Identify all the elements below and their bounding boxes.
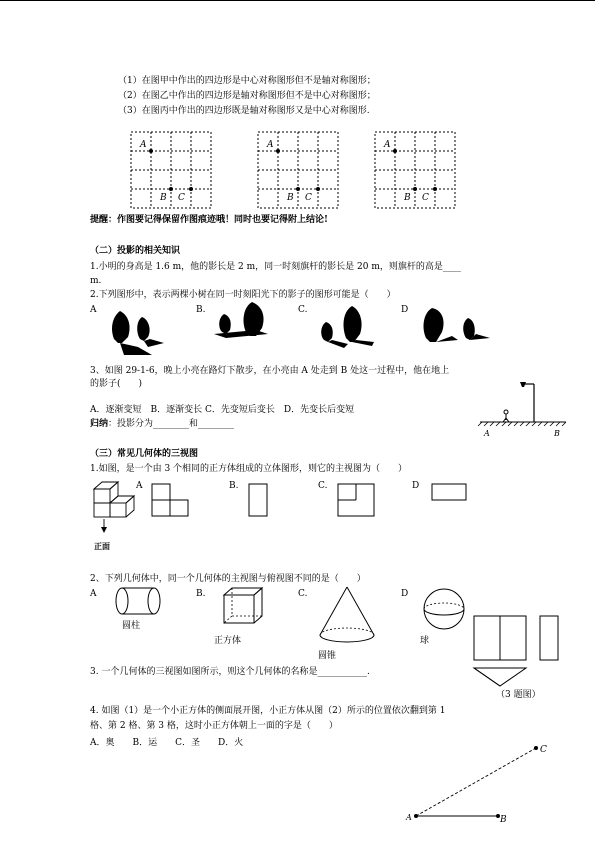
sec2-title: （二）投影的相关知识: [90, 246, 181, 256]
item-2: （2）在图乙中作出的四边形是轴对称图形但不是中心对称图形；: [118, 91, 376, 101]
summary-text: ：投影分为________和________: [108, 419, 235, 429]
view-option-b: [247, 482, 271, 518]
triangle-label-c: C: [540, 745, 547, 755]
grid-label-a: A: [384, 140, 391, 150]
grid-label-c: C: [178, 193, 185, 203]
sec3-q4-line2: 格、第 2 格、第 3 格，这时小正方体朝上一面的字是（ ）: [90, 721, 338, 731]
sec3-q1-opt-c: C.: [318, 481, 328, 491]
cone-figure: [316, 585, 378, 647]
summary-label: 归纳: [90, 419, 109, 429]
trees-option-a: [108, 303, 168, 358]
front-label: 正面: [94, 541, 110, 551]
grid-label-b: B: [287, 193, 294, 203]
grid-bing: [374, 131, 458, 211]
sec3-q3: 3. 一个几何体的三视图如图所示，则这个几何体的名称是___________.: [90, 667, 370, 677]
cube-solid-figure: [90, 479, 142, 553]
three-views-figure: [470, 612, 562, 692]
triangle-label-b: B: [500, 815, 507, 825]
sphere-figure: [422, 587, 466, 631]
sec2-q1-line2: m.: [90, 276, 102, 286]
sec2-opt-c: C.: [298, 305, 308, 315]
page-top-rule: [0, 0, 595, 1]
sec2-q3-line2: 的影子( ): [90, 379, 143, 389]
solid-label-cone: 圆锥: [318, 651, 337, 661]
view-option-a: [150, 482, 194, 518]
sec3-q1: 1.如图，是一个由 3 个相同的正方体组成的立体图形，则它的主视图为（ ）: [90, 464, 408, 474]
solid-label-cylinder: 圆柱: [122, 621, 141, 631]
solid-label-sphere: 球: [420, 636, 430, 646]
sec3-q2-opt-d: D: [401, 589, 409, 599]
grid-label-c: C: [422, 193, 429, 203]
triangle-label-a: A: [406, 813, 412, 822]
sec3-q2-opt-c: C.: [298, 589, 308, 599]
triangle-abc-figure: [400, 740, 560, 830]
sec2-q1-line1: 1.小明的身高是 1.6 m，他的影长是 2 m，同一时刻旗杆的影长是 20 m，则旗杆的高是____: [90, 262, 461, 272]
cube-figure: [218, 585, 268, 627]
view-option-c: [336, 482, 378, 518]
sec3-q1-opt-a: A: [136, 481, 143, 491]
sec2-q3-choices: A．逐渐变短 B．逐渐变长 C．先变短后变长 D．先变长后变短: [90, 405, 355, 415]
streetlamp-figure: [476, 376, 571, 440]
grid-label-c: C: [305, 193, 312, 203]
lamp-label-b: B: [554, 429, 560, 438]
sec3-q1-opt-b: B.: [229, 481, 239, 491]
item-3: （3）在图丙中作出的四边形既是轴对称图形又是中心对称图形.: [118, 106, 370, 116]
solid-label-cube: 正方体: [214, 636, 242, 646]
trees-option-b: [212, 298, 272, 353]
sec3-title: （三）常见几何体的三视图: [90, 449, 199, 459]
grid-label-b: B: [404, 193, 411, 203]
item-1: （1）在图甲中作出的四边形是中心对称图形但不是轴对称图形；: [118, 76, 376, 86]
lamp-label-a: A: [484, 429, 490, 438]
grid-label-a: A: [267, 140, 274, 150]
sec3-q4-choices: A．奥 B．运 C．圣 D．火: [90, 738, 244, 748]
sec2-summary: [90, 419, 234, 430]
grid-label-b: B: [160, 193, 167, 203]
sec2-opt-b: B.: [196, 305, 206, 315]
sec2-q3-line1: 3、如图 29-1-6，晚上小亮在路灯下散步，在小亮由 A 处走到 B 处这一过程中，他在地上: [90, 366, 450, 376]
sec3-q1-opt-d: D: [412, 481, 420, 491]
sec3-q2: 2、下列几何体中，同一个几何体的主视图与俯视图不同的是（ ）: [90, 574, 366, 584]
view-option-d: [430, 482, 470, 504]
q3-fig-label: （3 题图）: [496, 690, 541, 700]
grid-jia: [130, 131, 214, 211]
sec3-q2-opt-b: B.: [196, 589, 206, 599]
grid-label-a: A: [140, 140, 147, 150]
cylinder-figure: [112, 585, 164, 619]
trees-option-c: [318, 300, 378, 355]
grid-yi: [257, 131, 341, 211]
sec3-q2-opt-a: A: [90, 589, 97, 599]
reminder: 提醒：作图要记得保留作图痕迹哦！同时也要记得附上结论!: [90, 215, 328, 225]
sec3-q4-line1: 4. 如图（1）是一个小正方体的侧面展开图，小正方体从图（2）所示的位置依次翻到第 1: [90, 706, 446, 716]
sec2-q2: 2.下列图形中，表示两棵小树在同一时刻阳光下的影子的图形可能是（ ）: [90, 290, 396, 300]
sec2-opt-a: A: [90, 305, 97, 315]
sec2-opt-d: D: [401, 305, 409, 315]
trees-option-d: [418, 300, 493, 355]
